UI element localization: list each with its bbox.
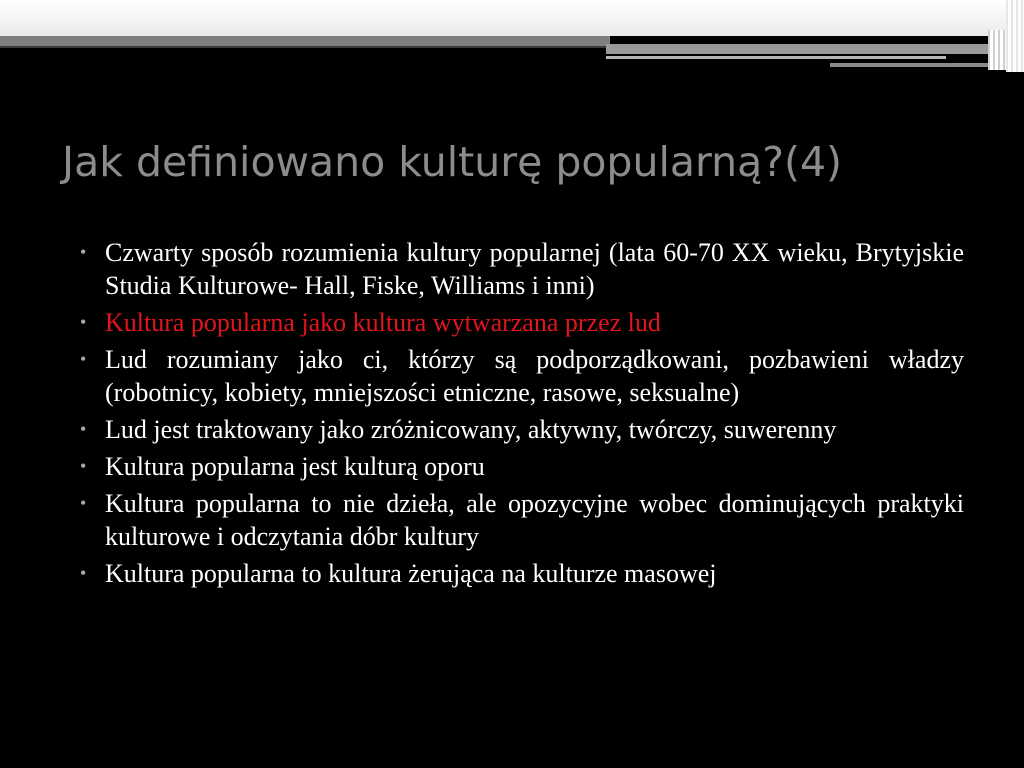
bullet-item [80, 487, 964, 553]
slide-title: Jak definiowano kulturę popularną?(4) [62, 138, 843, 186]
header-stripes-cap [1006, 0, 1024, 72]
bullet-item [80, 236, 964, 302]
bullet-text: Lud jest traktowany jako zróżnicowany, aktywny, twórczy, suwerenny [105, 415, 837, 444]
header-band-accent [830, 63, 1006, 67]
header-band-shadow [0, 46, 610, 48]
bullet-dot-icon: • [80, 312, 87, 332]
bullet-text: Kultura popularna to nie dzieła, ale opozycyjne wobec dominujących praktyki kulturowe i odczytania dóbr kultury [105, 489, 964, 551]
bullet-dot-icon: • [80, 242, 87, 262]
bullet-dot-icon: • [80, 349, 87, 369]
header-band-mid [606, 44, 1006, 54]
bullet-dot-icon: • [80, 419, 87, 439]
bullet-item [80, 413, 964, 446]
bullet-text: Kultura popularna to kultura żerująca na kulturze masowej [105, 559, 717, 588]
bullet-item-highlighted [80, 306, 964, 339]
bullet-dot-icon: • [80, 456, 87, 476]
bullet-text: Kultura popularna jest kulturą oporu [105, 452, 485, 481]
bullet-list [80, 236, 964, 594]
bullet-item [80, 557, 964, 590]
bullet-text: Kultura popularna jako kultura wytwarzana przez lud [105, 308, 661, 337]
bullet-dot-icon: • [80, 493, 87, 513]
bullet-text: Lud rozumiany jako ci, którzy są podporządkowani, pozbawieni władzy (robotnicy, kobiety, mniejszości etniczne, rasowe, seksualne) [105, 345, 964, 407]
bullet-text: Czwarty sposób rozumienia kultury popularnej (lata 60-70 XX wieku, Brytyjskie Studia Kulturowe- Hall, Fiske, Williams i inni) [105, 238, 964, 300]
bullet-dot-icon: • [80, 563, 87, 583]
bullet-item [80, 343, 964, 409]
header-band-dark [0, 36, 610, 46]
header-band-light [0, 0, 1024, 36]
bullet-item [80, 450, 964, 483]
header-band-thin [606, 56, 946, 59]
